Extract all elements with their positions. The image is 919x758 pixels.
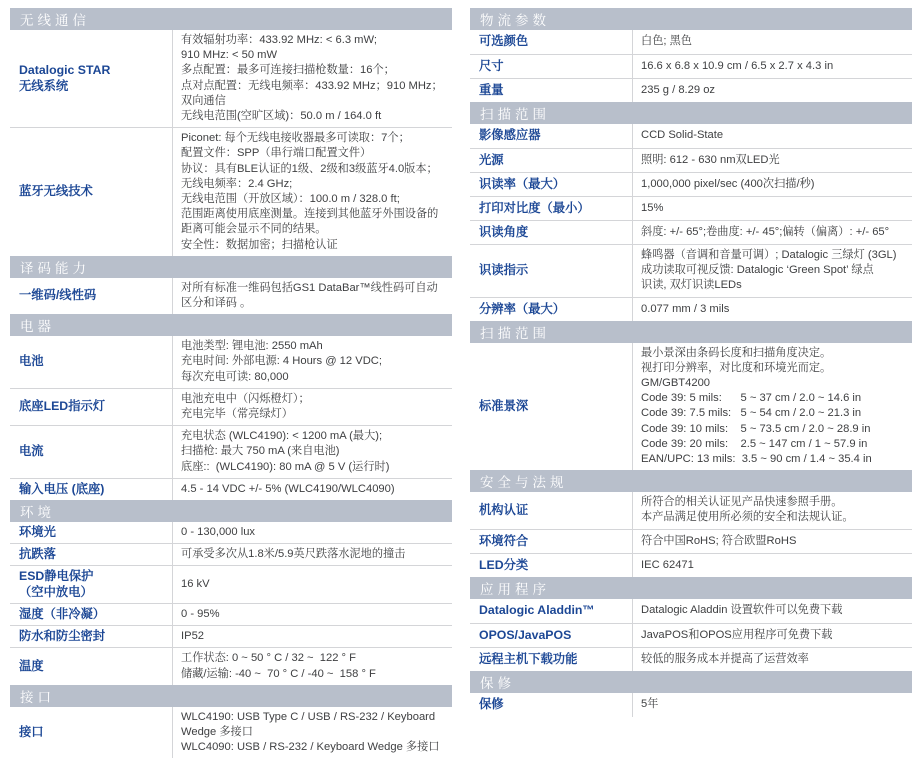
section-rows	[470, 343, 912, 471]
spec-value	[632, 492, 912, 528]
section-rows	[10, 336, 452, 500]
spec-value-line: 协议：具有BLE认证的1级、2级和3级蓝牙4.0版本；	[181, 162, 438, 175]
spec-value-line: 视打印分辨率，对比度和环境光而定。	[641, 361, 832, 374]
section-rows	[470, 599, 912, 671]
spec-value-line: 无线电频率：2.4 GHz;	[181, 177, 293, 190]
spec-label-line: 输入电压 (底座)	[19, 481, 105, 496]
spec-row	[10, 478, 452, 500]
spec-row	[470, 172, 912, 196]
section-rows	[470, 30, 912, 102]
spec-value	[172, 544, 452, 565]
section-header-title: 扫描范围	[480, 107, 550, 122]
spec-value-line: 安全性：数据加密；扫描枪认证	[181, 238, 338, 251]
spec-value-line: Code 39: 20 mils: 2.5 ~ 147 cm / 1 ~ 57.9 in	[641, 437, 868, 450]
spec-label	[470, 599, 632, 623]
spec-value-line: 配置文件：SPP（串行端口配置文件）	[181, 147, 372, 160]
spec-label-line: 机构认证	[479, 502, 529, 517]
spec-row	[470, 553, 912, 577]
spec-label-line: ESD静电保护	[19, 569, 94, 584]
section-rows	[10, 707, 452, 758]
spec-value	[632, 173, 912, 196]
spec-value-line: 电池类型: 锂电池: 2550 mAh	[181, 340, 323, 353]
spec-label-line: 湿度（非冷凝）	[19, 606, 106, 621]
spec-value	[632, 554, 912, 577]
spec-value-line: 斜度: +/- 65°;卷曲度: +/- 45°;偏转（偏离）: +/- 65°	[641, 225, 890, 238]
spec-label	[470, 245, 632, 297]
spec-value-line: 15%	[641, 201, 664, 214]
spec-label-line: 标准景深	[479, 398, 529, 413]
section-header-title: 接口	[20, 689, 55, 705]
spec-label	[10, 426, 172, 478]
spec-section	[10, 314, 452, 500]
spec-value-line: 扫描枪: 最大 750 mA (来自电池)	[181, 445, 340, 458]
spec-label	[10, 566, 172, 602]
spec-row	[470, 124, 912, 148]
section-header-title: 译码能力	[20, 260, 90, 276]
spec-value-line: 每次充电可读: 80,000	[181, 370, 289, 383]
spec-row	[10, 603, 452, 625]
spec-value	[172, 389, 452, 425]
spec-value-line: Code 39: 10 mils: 5 ~ 73.5 cm / 2.0 ~ 28.9 in	[641, 422, 871, 435]
spec-value-line: 充电时间: 外部电源: 4 Hours @ 12 VDC;	[181, 355, 382, 368]
spec-label-line: 抗跌落	[19, 547, 56, 562]
spec-value-line: 0 - 95%	[181, 607, 220, 620]
spec-label-line: 尺寸	[479, 58, 504, 73]
spec-row	[470, 244, 912, 297]
spec-row	[10, 543, 452, 565]
section-header	[10, 500, 452, 522]
spec-row	[470, 54, 912, 78]
section-rows	[10, 278, 452, 314]
spec-label-line: Datalogic Aladdin™	[479, 603, 595, 618]
spec-label	[10, 479, 172, 500]
spec-value-line: 1,000,000 pixel/sec (400次扫描/秒)	[641, 177, 815, 190]
section-header	[470, 8, 912, 30]
spec-value-line: 照明: 612 - 630 nm双LED光	[641, 153, 780, 166]
spec-value-line: 最小景深由条码长度和扫描角度决定。	[641, 346, 832, 359]
spec-label-line: 打印对比度（最小）	[479, 200, 590, 215]
spec-value	[632, 530, 912, 553]
spec-value-line: 较低的服务成本并提高了运营效率	[641, 652, 809, 665]
spec-value-line: Wedge 多接口	[181, 725, 253, 738]
spec-value-line: Code 39: 5 mils: 5 ~ 37 cm / 2.0 ~ 14.6 in	[641, 392, 862, 405]
spec-label	[10, 278, 172, 314]
spec-value	[632, 149, 912, 172]
spec-label	[470, 298, 632, 321]
spec-label	[10, 389, 172, 425]
spec-label	[470, 554, 632, 577]
spec-row	[470, 297, 912, 321]
spec-row	[470, 343, 912, 471]
spec-value	[172, 30, 452, 127]
spec-value	[172, 626, 452, 647]
spec-value-line: GM/GBT4200	[641, 377, 711, 390]
spec-row	[10, 388, 452, 425]
spec-row	[470, 529, 912, 553]
spec-value-line: 对所有标准一维码包括GS1 DataBar™线性码可自动	[181, 281, 438, 294]
spec-label-line: 保修	[479, 697, 504, 712]
section-header-title: 扫描范围	[480, 325, 550, 341]
spec-label	[10, 30, 172, 127]
spec-section	[470, 8, 912, 102]
section-rows	[470, 693, 912, 717]
section-header	[470, 102, 912, 124]
spec-label	[470, 492, 632, 528]
spec-label-line: 光源	[479, 152, 504, 167]
spec-label	[470, 55, 632, 78]
spec-value-line: 底座:: (WLC4190): 80 mA @ 5 V (运行时)	[181, 460, 390, 473]
spec-value-line: 充电状态 (WLC4190): < 1200 mA (最大);	[181, 430, 383, 443]
spec-value	[172, 648, 452, 684]
spec-label-line: 接口	[19, 724, 44, 739]
spec-value	[172, 336, 452, 388]
spec-section	[10, 8, 452, 256]
spec-row	[470, 492, 912, 528]
spec-label-line: （空中放电）	[19, 584, 93, 599]
spec-label	[10, 604, 172, 625]
spec-row	[10, 425, 452, 478]
spec-row	[470, 693, 912, 717]
spec-label-line: 识读角度	[479, 224, 529, 239]
section-header	[10, 256, 452, 278]
spec-value-line: 符合中国RoHS; 符合欧盟RoHS	[641, 534, 797, 547]
spec-section	[470, 577, 912, 671]
spec-value	[172, 426, 452, 478]
spec-value	[632, 221, 912, 244]
spec-value-line: 点对点配置：无线电频率：433.92 MHz；910 MHz；	[181, 79, 443, 92]
spec-value-line: 储藏/运输: -40 ~ 70 ° C / -40 ~ 158 ° F	[181, 667, 376, 680]
spec-value-line: 16.6 x 6.8 x 10.9 cm / 6.5 x 2.7 x 4.3 in	[641, 59, 834, 72]
section-header-title: 安全与法规	[480, 475, 568, 491]
spec-value	[632, 124, 912, 148]
spec-value	[632, 79, 912, 102]
section-header-title: 应用程序	[480, 581, 550, 597]
spec-row	[10, 127, 452, 256]
spec-value-line: IP52	[181, 630, 205, 643]
spec-label-line: 可选颜色	[479, 34, 529, 49]
spec-value-line: 多点配置：最多可连接扫描枪数量：16个；	[181, 64, 395, 77]
spec-value-line: EAN/UPC: 13 mils: 3.5 ~ 90 cm / 1.4 ~ 35.4 in	[641, 453, 872, 466]
spec-label-line: 环境光	[19, 525, 56, 540]
spec-value	[632, 343, 912, 471]
spec-value	[172, 278, 452, 314]
spec-row	[470, 220, 912, 244]
spec-value-line: 235 g / 8.29 oz	[641, 83, 716, 96]
spec-label-line: 分辨率（最大）	[479, 301, 566, 316]
spec-value-line: WLC4190: USB Type C / USB / RS-232 / Keyboard	[181, 710, 436, 723]
spec-value-line: 距离可能会显示不同的结果。	[181, 223, 327, 236]
spec-value-line: 工作状态: 0 ~ 50 ° C / 32 ~ 122 ° F	[181, 652, 356, 665]
spec-row	[470, 623, 912, 647]
spec-value-line: 充电完毕（常亮绿灯）	[181, 408, 293, 421]
spec-value-line: JavaPOS和OPOS应用程序可免费下载	[641, 628, 833, 641]
spec-row	[10, 647, 452, 684]
spec-row	[10, 336, 452, 388]
spec-value-line: 无线电范围(空旷区域)：50.0 m / 164.0 ft	[181, 110, 382, 123]
spec-label	[10, 128, 172, 256]
spec-row	[470, 148, 912, 172]
spec-value-line: 0 - 130,000 lux	[181, 526, 256, 539]
spec-value-line: Piconet: 每个无线电接收器最多可读取：7个；	[181, 132, 410, 145]
spec-section	[10, 685, 452, 758]
section-header	[470, 470, 912, 492]
spec-row	[10, 30, 452, 127]
spec-column-right	[470, 8, 912, 758]
spec-label-line: 电流	[19, 444, 44, 459]
spec-value	[632, 599, 912, 623]
spec-label	[470, 648, 632, 671]
spec-row	[10, 522, 452, 543]
spec-label-line: 电池	[19, 354, 44, 369]
spec-value	[172, 707, 452, 758]
spec-value-line: Datalogic Aladdin 设置软件可以免费下载	[641, 604, 843, 617]
section-header	[470, 671, 912, 693]
spec-value	[632, 648, 912, 671]
spec-value-line: Code 39: 7.5 mils: 5 ~ 54 cm / 2.0 ~ 21.3 in	[641, 407, 862, 420]
spec-value-line: 区分和译码 。	[181, 297, 252, 310]
section-header	[470, 321, 912, 343]
spec-label-line: 重量	[479, 82, 504, 97]
spec-value-line: 电池充电中（闪烁橙灯）；	[181, 392, 310, 405]
spec-row	[470, 599, 912, 623]
spec-value-line: 4.5 - 14 VDC +/- 5% (WLC4190/WLC4090)	[181, 482, 395, 495]
spec-label	[470, 693, 632, 717]
spec-label-line: 一维码/线性码	[19, 288, 97, 303]
spec-row	[10, 565, 452, 602]
spec-label	[470, 173, 632, 196]
section-header-title: 物流参数	[480, 13, 550, 28]
spec-value-line: 无线电范围（开放区域）：100.0 m / 328.0 ft;	[181, 193, 400, 206]
spec-label	[470, 221, 632, 244]
spec-value-line: 双向通信	[181, 94, 226, 107]
section-header	[10, 685, 452, 707]
spec-value	[172, 128, 452, 256]
spec-value	[632, 693, 912, 717]
section-header-title: 电器	[20, 319, 55, 335]
spec-value	[172, 479, 452, 500]
spec-value	[632, 197, 912, 220]
spec-value	[632, 30, 912, 54]
spec-value-line: 蜂鸣器（音调和音量可调）; Datalogic 三绿灯 (3GL)	[641, 249, 897, 261]
spec-label	[10, 544, 172, 565]
spec-value	[632, 298, 912, 321]
spec-section	[10, 500, 452, 685]
spec-value-line: 910 MHz: < 50 mW	[181, 49, 278, 62]
section-header-title: 环境	[20, 505, 55, 521]
spec-section	[470, 470, 912, 576]
spec-value-line: 16 kV	[181, 578, 210, 591]
section-header-title: 保修	[480, 675, 515, 691]
spec-value-line: 成功读取可视反馈: Datalogic ‘Green Spot’ 绿点	[641, 264, 874, 277]
spec-row	[470, 78, 912, 102]
spec-value-line: 本产品满足使用所必须的安全和法规认证。	[641, 511, 854, 524]
spec-value-line: 白色; 黑色	[641, 35, 692, 48]
section-rows	[470, 492, 912, 576]
spec-value-line: 识读, 双灯识读LEDs	[641, 279, 742, 292]
spec-label	[470, 530, 632, 553]
spec-row	[470, 30, 912, 54]
section-rows	[10, 522, 452, 685]
spec-value	[632, 624, 912, 647]
spec-value	[172, 604, 452, 625]
spec-label	[470, 197, 632, 220]
spec-value	[172, 566, 452, 602]
spec-label	[10, 648, 172, 684]
spec-label	[470, 124, 632, 148]
spec-value-line: 可承受多次从1.8米/5.9英尺跌落水泥地的撞击	[181, 548, 406, 561]
spec-section	[10, 256, 452, 314]
spec-value-line: 有效辐射功率：433.92 MHz: < 6.3 mW;	[181, 34, 377, 46]
spec-label-line: 无线系统	[19, 78, 69, 93]
spec-label-line: Datalogic STAR	[19, 63, 111, 78]
spec-value-line: 范围距离使用底座测量。连接到其他蓝牙外围设备的	[181, 208, 439, 221]
spec-label	[470, 343, 632, 471]
section-rows	[470, 124, 912, 321]
spec-column-left	[10, 8, 452, 758]
section-rows	[10, 30, 452, 256]
spec-label	[10, 336, 172, 388]
spec-value-line: WLC4090: USB / RS-232 / Keyboard Wedge 多接口	[181, 741, 440, 754]
spec-label	[470, 30, 632, 54]
spec-label	[10, 522, 172, 543]
spec-label	[470, 149, 632, 172]
spec-value-line: 所符合的相关认证见产品快速参照手册。	[641, 496, 843, 509]
spec-label-line: 环境符合	[479, 533, 529, 548]
section-header	[10, 314, 452, 336]
spec-label-line: 影像感应器	[479, 128, 541, 143]
section-header	[10, 8, 452, 30]
spec-row	[10, 278, 452, 314]
spec-label-line: 防水和防尘密封	[19, 629, 106, 644]
spec-label-line: 识读率（最大）	[479, 176, 566, 191]
spec-label-line: 底座LED指示灯	[19, 399, 106, 414]
spec-section	[470, 321, 912, 471]
spec-label	[470, 79, 632, 102]
spec-row	[10, 625, 452, 647]
spec-row	[470, 196, 912, 220]
spec-label	[10, 626, 172, 647]
spec-label-line: OPOS/JavaPOS	[479, 627, 572, 642]
spec-section	[470, 671, 912, 717]
spec-value-line: 0.077 mm / 3 mils	[641, 302, 730, 315]
spec-value	[632, 245, 912, 297]
spec-label-line: 远程主机下载功能	[479, 651, 578, 666]
spec-value	[172, 522, 452, 543]
spec-label-line: 识读指示	[479, 263, 529, 278]
spec-label-line: LED分类	[479, 557, 529, 572]
section-header	[470, 577, 912, 599]
spec-section	[470, 102, 912, 321]
spec-label	[10, 707, 172, 758]
spec-value	[632, 55, 912, 78]
spec-label-line: 温度	[19, 658, 44, 673]
spec-value-line: IEC 62471	[641, 558, 694, 571]
spec-value-line: 5年	[641, 698, 659, 711]
spec-label-line: 蓝牙无线技术	[19, 184, 93, 199]
spec-row	[470, 647, 912, 671]
section-header-title: 无线通信	[20, 13, 90, 28]
spec-label	[470, 624, 632, 647]
spec-row	[10, 707, 452, 758]
spec-value-line: CCD Solid-State	[641, 129, 724, 142]
